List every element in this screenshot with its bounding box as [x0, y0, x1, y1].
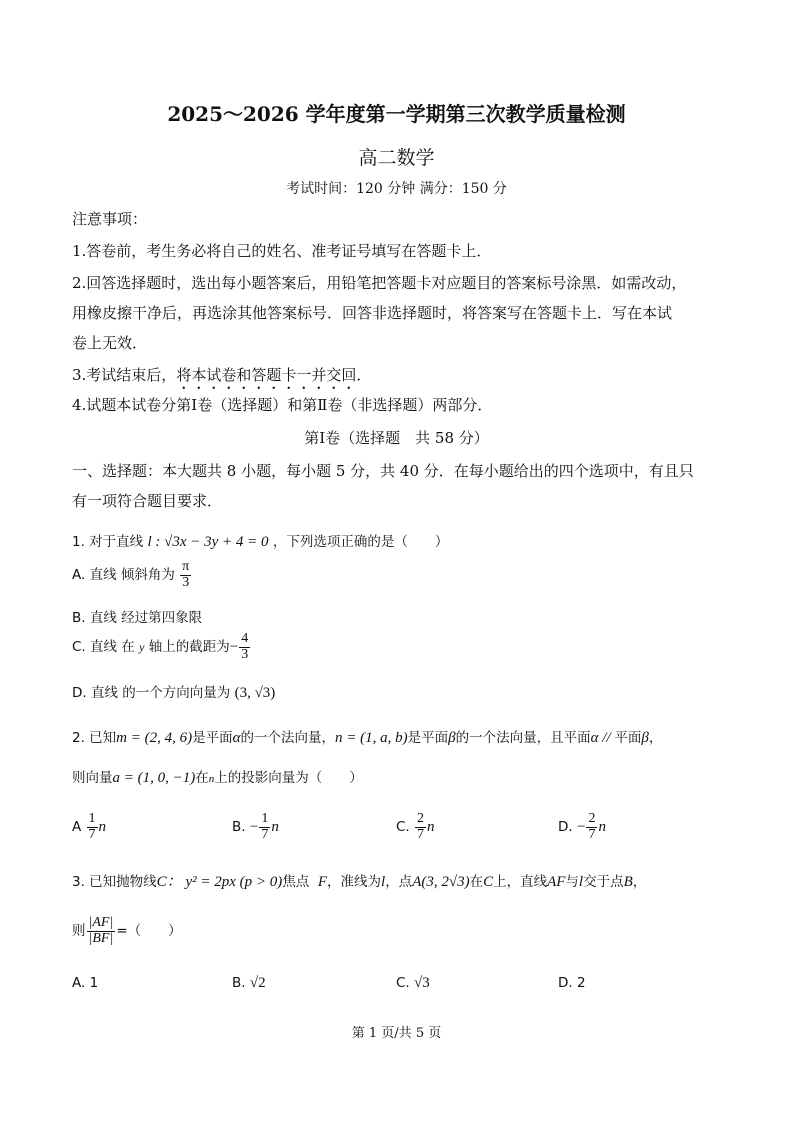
q3-option-b [232, 975, 266, 992]
q2-option-b-n: n [271, 819, 279, 836]
q3-ratio-denominator: |BF| [88, 930, 114, 946]
part1-intro-line-2: 有一项符合题目要求． [72, 492, 223, 510]
q1-option-d [72, 681, 275, 702]
q3-option-d: D. 2 [558, 975, 586, 991]
q1-option-a-denominator: 3 [182, 574, 190, 590]
q2-option-b [232, 812, 279, 842]
q3-option-a: A. 1 [72, 975, 99, 991]
q2-option-c-numerator: 2 [417, 811, 425, 826]
q3-point-a: A(3, 2√3) [412, 874, 470, 890]
q2-option-c-fraction [415, 812, 426, 842]
q3-mid: 焦点 [282, 874, 310, 890]
note-item-3-suffix: ． [356, 366, 372, 384]
q2-option-a-n: n [98, 819, 107, 836]
q3-option-c-value: √3 [414, 975, 430, 991]
q3-mid7: 交于点 [583, 874, 624, 890]
notes-heading: 注意事项： [72, 210, 148, 228]
q2-option-b-numerator: 1 [261, 811, 269, 826]
q1-option-c-var: y [139, 640, 145, 655]
q1-option-a-fraction [180, 560, 191, 590]
q2-option-c [396, 812, 435, 842]
q2-line2-prefix: 则向量 [72, 770, 113, 786]
q3-l: l [381, 874, 386, 890]
q3-line1-end: ， [632, 874, 647, 890]
q2-option-d-denominator: 7 [588, 826, 596, 842]
q1-option-c-minus: − [229, 639, 239, 656]
q1-option-c-text: C. 直线 在 [72, 639, 135, 656]
q2-option-d-fraction [586, 812, 597, 842]
q3-parabola-equation: ： y² = 2px (p > 0) [166, 874, 283, 890]
q2-a-vector: a = (1, 0, −1) [112, 770, 196, 786]
q2-option-d [558, 812, 606, 842]
q1-option-c-fraction [239, 632, 250, 662]
q3-c: C [156, 874, 167, 890]
note-item-3-emphasis: 将本试卷和答题卡一并交回 [176, 366, 357, 384]
q3-mid6: 与 [565, 874, 579, 890]
q3-option-c-label: C. [396, 975, 410, 991]
q2-option-a-numerator: 1 [88, 811, 96, 826]
q2-alpha: α [232, 730, 241, 746]
q2-mid5: 平面 [614, 730, 642, 746]
note-item-2-line-3: 卷上无效． [72, 334, 148, 352]
q3-option-c [396, 975, 430, 992]
q2-mid4: 的一个法向量，且平面 [455, 730, 591, 746]
exam-title: 2025～2026 学年度第一学期第三次教学质量检测 [167, 102, 626, 126]
exam-info: 考试时间：120 分钟 满分：150 分 [286, 181, 507, 197]
q1-stem-suffix: ，下列选项正确的是（ ） [272, 534, 449, 550]
q3-f: F [317, 874, 328, 890]
q2-option-d-n: n [598, 819, 606, 836]
subject-title: 高二数学 [358, 147, 435, 169]
q3-mid4: 在 [469, 874, 484, 890]
q1-option-b: B. 直线 经过第四象限 [72, 610, 203, 626]
q3-c-2: C [483, 874, 494, 890]
part1-heading: 第Ⅰ卷（选择题 共 58 分） [304, 429, 489, 447]
q2-option-d-label: D. [558, 819, 573, 836]
q2-option-c-n: n [427, 819, 435, 836]
q3-line-2 [72, 916, 182, 946]
q2-prefix: 2. 已知 [72, 730, 117, 746]
q3-l-2: l [578, 874, 584, 890]
q2-option-c-denominator: 7 [417, 826, 425, 842]
note-item-4: 4.试题本试卷分第Ⅰ卷（选择题）和第Ⅱ卷（非选择题）两部分． [72, 396, 493, 414]
page-footer: 第 1 页/共 5 页 [351, 1026, 442, 1041]
q2-n-vector: n = (1, a, b) [335, 730, 408, 746]
note-item-1: 1.答卷前，考生务必将自己的姓名、准考证号填写在答题卡上． [72, 242, 492, 260]
part1-intro-line-1: 一、选择题：本大题共 8 小题，每小题 5 分，共 40 分．在每小题给出的四个选项中，有且只 [72, 462, 694, 480]
q1-option-c-numerator: 4 [241, 631, 249, 646]
q2-parallel: α // [590, 730, 615, 746]
q2-line2-suffix: 上的投影向量为（ ） [214, 770, 363, 786]
q3-mid5: 上，直线 [493, 874, 548, 890]
q2-beta: β [448, 730, 456, 746]
q2-m-vector: m = (2, 4, 6) [116, 730, 193, 746]
q2-line-2 [72, 766, 363, 787]
q1-option-a [72, 560, 192, 590]
q1-option-d-vector: (3, √3) [234, 685, 276, 701]
q3-line2-prefix: 则 [72, 923, 86, 940]
q2-option-b-fraction [259, 812, 270, 842]
q1-stem [72, 530, 448, 551]
q2-option-a-fraction [87, 812, 98, 842]
q2-option-d-numerator: 2 [588, 811, 596, 826]
q3-prefix: 3. 已知抛物线 [72, 874, 157, 890]
q2-mid3: 是平面 [407, 730, 449, 746]
note-item-2-line-1: 2.回答选择题时，选出每小题答案后，用铅笔把答题卡对应题目的答案标号涂黑．如需改动， [72, 274, 687, 292]
q2-option-a-denominator: 7 [88, 826, 96, 842]
q3-line2-suffix: =（ ） [116, 923, 182, 940]
q3-ratio-numerator: |AF| [88, 915, 114, 930]
q3-ratio-fraction [87, 916, 116, 946]
q2-option-d-minus: − [576, 819, 586, 836]
q2-line1-end: ， [648, 730, 663, 746]
note-item-3 [72, 364, 371, 393]
q1-option-a-text: A. 直线 倾斜角为 [72, 567, 175, 584]
q1-option-a-numerator: π [182, 559, 190, 574]
note-item-2-line-2: 用橡皮擦干净后，再选涂其他答案标号．回答非选择题时，将答案写在答题卡上．写在本试 [72, 304, 673, 322]
q2-option-a [72, 812, 106, 842]
q1-option-c [72, 632, 251, 662]
q3-af: AF [547, 874, 566, 890]
q3-option-b-value: √2 [249, 975, 266, 991]
q3-mid2: ，准线为 [327, 874, 382, 890]
q2-n-small: n [208, 773, 215, 785]
q2-beta-2: β [641, 730, 649, 746]
q1-option-c-text2: 轴上的截距为 [148, 639, 230, 656]
q2-option-b-minus: − [249, 819, 259, 836]
q2-option-a-label: A [72, 819, 82, 836]
q3-b: B [623, 874, 633, 890]
q3-mid3: ，点 [385, 874, 413, 890]
q3-line-1 [72, 870, 646, 891]
q2-option-b-label: B. [232, 819, 246, 836]
q1-line-equation: l : √3x − 3y + 4 = 0 [147, 534, 269, 550]
q2-option-b-denominator: 7 [261, 826, 269, 842]
q1-option-c-denominator: 3 [241, 646, 249, 662]
q2-option-c-label: C. [396, 819, 410, 836]
q2-line-1 [72, 726, 662, 747]
q2-mid2: 的一个法向量， [240, 730, 335, 746]
q2-mid1: 是平面 [192, 730, 233, 746]
q2-line2-mid: 在 [195, 770, 209, 786]
q1-stem-prefix: 1. 对于直线 [72, 534, 144, 550]
q1-option-d-text: D. 直线 的一个方向向量为 [72, 685, 231, 701]
note-item-3-prefix: 3.考试结束后， [72, 366, 177, 384]
q3-option-b-label: B. [232, 975, 246, 991]
